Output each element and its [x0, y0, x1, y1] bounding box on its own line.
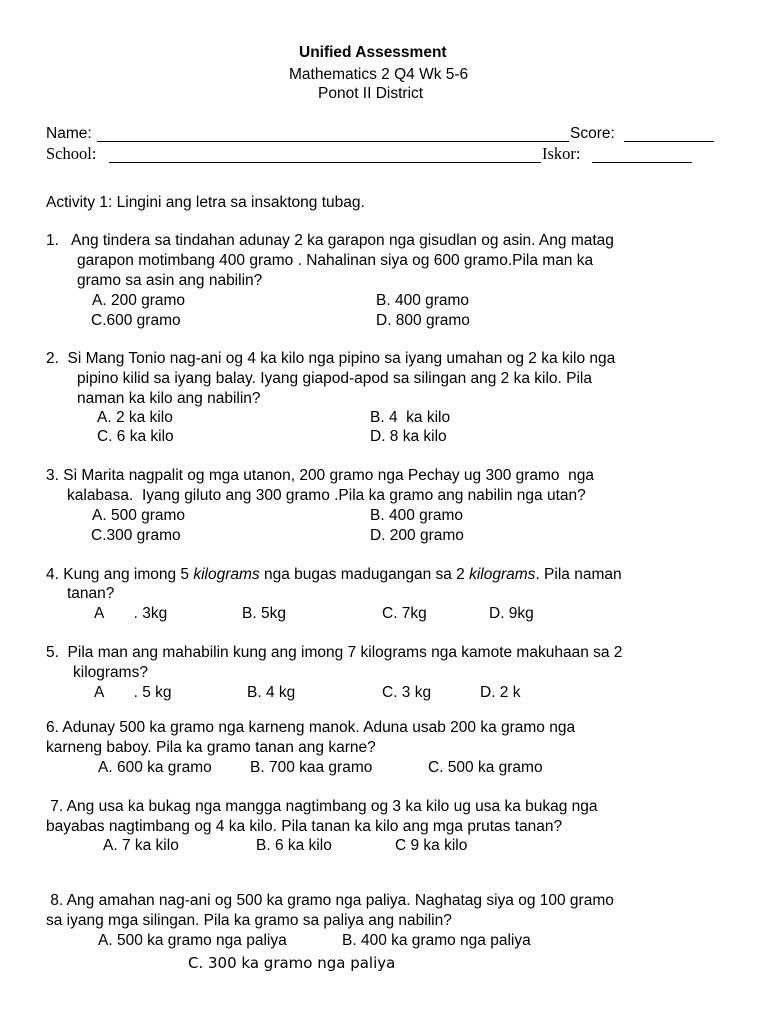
- q1-choice-c[interactable]: C.600 gramo: [91, 312, 181, 329]
- q4-choice-a[interactable]: A . 3kg: [94, 605, 168, 622]
- question-4-line-1: 4. Kung ang imong 5 kilograms nga bugas madugangan sa 2 kilograms. Pila naman: [46, 566, 622, 583]
- question-2-line-3: naman ka kilo ang nabilin?: [77, 390, 261, 407]
- q3-choice-a[interactable]: A. 500 gramo: [92, 507, 186, 524]
- q3-choice-d[interactable]: D. 200 gramo: [370, 527, 464, 544]
- q3-choice-b[interactable]: B. 400 gramo: [370, 507, 464, 524]
- q5-choice-b[interactable]: B. 4 kg: [247, 684, 296, 701]
- q5-choice-a[interactable]: A . 5 kg: [94, 684, 172, 701]
- question-3-line-2: kalabasa. Iyang giluto ang 300 gramo .Pila ka gramo ang nabilin nga utan?: [67, 487, 586, 504]
- q8-choice-c[interactable]: C. 300 ka gramo nga paliya: [188, 954, 396, 972]
- title: Unified Assessment: [299, 44, 447, 61]
- question-1-line-3: gramo sa asin ang nabilin?: [77, 272, 263, 289]
- question-6-line-1: 6. Adunay 500 ka gramo nga karneng manok. Aduna usab 200 ka gramo nga: [46, 719, 576, 736]
- question-2-line-1: 2. Si Mang Tonio nag-ani og 4 ka kilo nga pipino sa iyang umahan og 2 ka kilo nga: [46, 350, 616, 367]
- q4-choice-d[interactable]: D. 9kg: [489, 605, 534, 622]
- school-label: School:: [46, 144, 97, 163]
- iskor-label: Iskor:: [542, 144, 581, 163]
- score-field[interactable]: [624, 141, 714, 142]
- name-field[interactable]: [97, 141, 569, 142]
- q5-choice-d[interactable]: D. 2 k: [480, 684, 521, 701]
- question-1-line-2: garapon motimbang 400 gramo . Nahalinan siya og 600 gramo.Pila man ka: [77, 252, 594, 269]
- q3-choice-c[interactable]: C.300 gramo: [91, 527, 181, 544]
- q6-choice-b[interactable]: B. 700 kaa gramo: [250, 759, 373, 776]
- question-7-line-1: 7. Ang usa ka bukag nga mangga nagtimbang og 3 ka kilo ug usa ka bukag nga: [46, 798, 598, 815]
- q4-choice-b[interactable]: B. 5kg: [242, 605, 286, 622]
- iskor-field[interactable]: [592, 162, 692, 163]
- question-3-line-1: 3. Si Marita nagpalit og mga utanon, 200 gramo nga Pechay ug 300 gramo nga: [46, 467, 595, 484]
- q8-choice-a[interactable]: A. 500 ka gramo nga paliya: [98, 932, 287, 949]
- question-6-line-2: karneng baboy. Pila ka gramo tanan ang karne?: [46, 739, 376, 756]
- question-8-line-2: sa iyang mga silingan. Pila ka gramo sa paliya ang nabilin?: [46, 912, 452, 929]
- activity-instruction: Activity 1: Lingini ang letra sa insaktong tubag.: [46, 194, 365, 211]
- question-4-line-2: tanan?: [67, 585, 115, 602]
- q6-choice-a[interactable]: A. 600 ka gramo: [98, 759, 212, 776]
- question-5-line-2: kilograms?: [73, 664, 148, 681]
- question-5-line-1: 5. Pila man ang mahabilin kung ang imong 7 kilograms nga kamote makuhaan sa 2: [46, 644, 623, 661]
- q1-choice-b[interactable]: B. 400 gramo: [376, 292, 470, 309]
- q2-choice-c[interactable]: C. 6 ka kilo: [97, 428, 174, 445]
- question-8-line-1: 8. Ang amahan nag-ani og 500 ka gramo nga paliya. Naghatag siya og 100 gramo: [46, 892, 614, 909]
- score-label: Score:: [570, 125, 615, 142]
- q8-choice-b[interactable]: B. 400 ka gramo nga paliya: [342, 932, 531, 949]
- school-field[interactable]: [109, 162, 541, 163]
- q2-choice-d[interactable]: D. 8 ka kilo: [370, 428, 447, 445]
- q4-choice-c[interactable]: C. 7kg: [382, 605, 427, 622]
- q7-choice-c[interactable]: C 9 ka kilo: [395, 837, 468, 854]
- question-7-line-2: bayabas nagtimbang og 4 ka kilo. Pila tanan ka kilo ang mga prutas tanan?: [46, 818, 563, 835]
- q2-choice-a[interactable]: A. 2 ka kilo: [97, 409, 173, 426]
- q7-choice-b[interactable]: B. 6 ka kilo: [256, 837, 332, 854]
- q2-choice-b[interactable]: B. 4 ka kilo: [370, 409, 451, 426]
- district: Ponot II District: [318, 85, 424, 102]
- question-1-line-1: 1. Ang tindera sa tindahan adunay 2 ka garapon nga gisudlan og asin. Ang matag: [46, 232, 614, 249]
- q1-choice-d[interactable]: D. 800 gramo: [376, 312, 470, 329]
- subtitle: Mathematics 2 Q4 Wk 5-6: [289, 66, 469, 83]
- q6-choice-c[interactable]: C. 500 ka gramo: [428, 759, 543, 776]
- question-2-line-2: pipino kilid sa iyang balay. Iyang giapod-apod sa silingan ang 2 ka kilo. Pila: [77, 370, 592, 387]
- q1-choice-a[interactable]: A. 200 gramo: [92, 292, 186, 309]
- q7-choice-a[interactable]: A. 7 ka kilo: [103, 837, 179, 854]
- name-label: Name:: [46, 125, 92, 142]
- q5-choice-c[interactable]: C. 3 kg: [382, 684, 432, 701]
